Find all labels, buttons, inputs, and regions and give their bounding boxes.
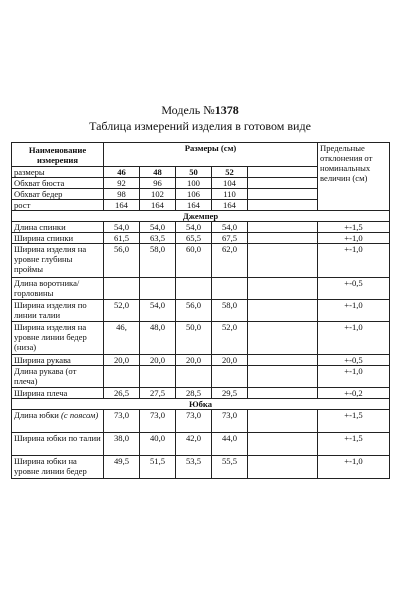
tolerance-value: +-1,5	[318, 222, 390, 233]
measurement-label	[12, 388, 104, 399]
measurement-value: 52,0	[104, 300, 140, 322]
measurement-label	[12, 433, 104, 456]
measurement-value: 54,0	[176, 222, 212, 233]
measurement-value: 63,5	[140, 233, 176, 244]
measurement-label-text: Ширина юбки по талии	[14, 433, 101, 443]
measurement-value: 28,5	[176, 388, 212, 399]
measurements-table	[11, 142, 390, 479]
measurement-value: 60,0	[176, 244, 212, 278]
measurement-label	[12, 222, 104, 233]
header-deviation-cell: Предельные отклонения от номинальных величин (см)	[318, 143, 390, 211]
section-title: Джемпер	[12, 211, 390, 222]
size-46: 46	[104, 167, 140, 178]
measurement-empty	[248, 388, 318, 399]
section-header-row	[12, 399, 390, 410]
base-row-value: 164	[212, 200, 248, 211]
measurement-value: 50,0	[176, 322, 212, 355]
size-row-empty	[248, 167, 318, 178]
measurement-value: 65,5	[176, 233, 212, 244]
measurement-value: 73,0	[176, 410, 212, 433]
measurement-label-text: Ширина юбки на уровне линии бедер	[14, 456, 87, 476]
measurement-label-text: Ширина изделия по линии талии	[14, 300, 87, 320]
measurement-value: 46,	[104, 322, 140, 355]
measurement-value: 29,5	[212, 388, 248, 399]
measurement-row	[12, 244, 390, 278]
base-row-label: рост	[12, 200, 104, 211]
measurement-label	[12, 410, 104, 433]
measurement-value: 20,0	[104, 355, 140, 366]
tolerance-value: +-1,0	[318, 244, 390, 278]
measurement-value: 61,5	[104, 233, 140, 244]
measurement-label	[12, 456, 104, 479]
base-row-value: 164	[176, 200, 212, 211]
measurement-value: 58,0	[212, 300, 248, 322]
measurement-row	[12, 456, 390, 479]
measurement-label	[12, 278, 104, 300]
measurement-label-text: Длина спинки	[14, 222, 66, 232]
measurement-value: 73,0	[140, 410, 176, 433]
measurement-value: 73,0	[104, 410, 140, 433]
section-header-row	[12, 211, 390, 222]
measurement-value: 54,0	[140, 222, 176, 233]
measurement-row	[12, 355, 390, 366]
measurement-label-text: Ширина рукава	[14, 355, 71, 365]
base-row-value: 102	[140, 189, 176, 200]
measurement-value	[176, 278, 212, 300]
size-52: 52	[212, 167, 248, 178]
size-48: 48	[140, 167, 176, 178]
measurement-value: 54,0	[140, 300, 176, 322]
base-row-value: 164	[104, 200, 140, 211]
measurement-value: 54,0	[104, 222, 140, 233]
measurement-empty	[248, 456, 318, 479]
measurement-value	[104, 278, 140, 300]
base-row-value: 96	[140, 178, 176, 189]
measurement-label-text: Длина юбки	[14, 410, 59, 420]
measurement-label-text: Длина рукава (от плеча)	[14, 366, 77, 386]
measurement-label	[12, 355, 104, 366]
measurement-row	[12, 278, 390, 300]
measurement-value: 40,0	[140, 433, 176, 456]
base-row-label: Обхват бедер	[12, 189, 104, 200]
measurement-empty	[248, 222, 318, 233]
measurement-value: 62,0	[212, 244, 248, 278]
measurement-value: 42,0	[176, 433, 212, 456]
measurement-value: 48,0	[140, 322, 176, 355]
measurement-value: 54,0	[212, 222, 248, 233]
tolerance-value: +-1,5	[318, 410, 390, 433]
measurement-value	[104, 366, 140, 388]
measurement-label-text: Длина воротника/горловины	[14, 278, 80, 298]
measurement-value: 67,5	[212, 233, 248, 244]
base-row-label: Обхват бюста	[12, 178, 104, 189]
measurement-value: 26,5	[104, 388, 140, 399]
measurement-empty	[248, 366, 318, 388]
measurement-value	[140, 278, 176, 300]
table-subtitle: Таблица измерений изделия в готовом виде	[89, 119, 311, 133]
model-number: 1378	[214, 103, 239, 117]
size-50: 50	[176, 167, 212, 178]
base-row-empty	[248, 200, 318, 211]
tolerance-value: +-1,0	[318, 456, 390, 479]
measurement-value: 44,0	[212, 433, 248, 456]
measurement-row	[12, 366, 390, 388]
measurement-empty	[248, 433, 318, 456]
measurement-value: 20,0	[140, 355, 176, 366]
measurement-value: 20,0	[212, 355, 248, 366]
base-row-empty	[248, 189, 318, 200]
measurement-value	[212, 366, 248, 388]
measurement-empty	[248, 355, 318, 366]
measurement-value: 51,5	[140, 456, 176, 479]
tolerance-value: +-1,5	[318, 433, 390, 456]
measurement-row	[12, 388, 390, 399]
header-sizes-cell: Размеры (см)	[104, 143, 318, 167]
measurement-value: 27,5	[140, 388, 176, 399]
model-title	[0, 103, 400, 118]
tolerance-value: +-1,0	[318, 300, 390, 322]
measurement-empty	[248, 278, 318, 300]
model-prefix: Модель №	[161, 103, 215, 117]
tolerance-value: +-0,5	[318, 355, 390, 366]
measurement-value: 56,0	[176, 300, 212, 322]
measurement-value: 55,5	[212, 456, 248, 479]
measurement-value	[176, 366, 212, 388]
measurement-empty	[248, 300, 318, 322]
measurement-empty	[248, 233, 318, 244]
measurement-row	[12, 410, 390, 433]
measurement-label	[12, 300, 104, 322]
measurement-label-note: (с поясом)	[61, 410, 99, 420]
measurement-empty	[248, 410, 318, 433]
tolerance-value: +-0,2	[318, 388, 390, 399]
size-row-label: размеры	[12, 167, 104, 178]
base-row-value: 104	[212, 178, 248, 189]
header-name-cell: Наименование измерения	[12, 143, 104, 167]
measurement-value: 20,0	[176, 355, 212, 366]
tolerance-value: +-1,0	[318, 233, 390, 244]
measurement-label-text: Ширина спинки	[14, 233, 74, 243]
measurement-value: 52,0	[212, 322, 248, 355]
base-row-value: 100	[176, 178, 212, 189]
measurement-label	[12, 233, 104, 244]
measurement-label-text: Ширина изделия на уровне линии бедер (низа)	[14, 322, 87, 352]
measurement-value: 38,0	[104, 433, 140, 456]
measurement-value: 53,5	[176, 456, 212, 479]
measurement-row	[12, 322, 390, 355]
measurement-value: 58,0	[140, 244, 176, 278]
base-row-value: 92	[104, 178, 140, 189]
measurement-row	[12, 233, 390, 244]
section-title: Юбка	[12, 399, 390, 410]
measurement-row	[12, 433, 390, 456]
header-row	[12, 143, 390, 167]
measurement-label-text: Ширина плеча	[14, 388, 68, 398]
measurement-value	[212, 278, 248, 300]
measurement-empty	[248, 244, 318, 278]
base-row-empty	[248, 178, 318, 189]
tolerance-value: +-0,5	[318, 278, 390, 300]
tolerance-value: +-1,0	[318, 366, 390, 388]
measurement-row	[12, 222, 390, 233]
measurement-label	[12, 322, 104, 355]
measurement-empty	[248, 322, 318, 355]
measurement-value: 49,5	[104, 456, 140, 479]
base-row-value: 110	[212, 189, 248, 200]
tolerance-value: +-1,0	[318, 322, 390, 355]
measurements-table-body	[12, 143, 390, 479]
base-row-value: 106	[176, 189, 212, 200]
measurement-value	[140, 366, 176, 388]
measurement-label-text: Ширина изделия на уровне глубины проймы	[14, 244, 87, 274]
measurement-value: 73,0	[212, 410, 248, 433]
measurement-label	[12, 366, 104, 388]
measurement-value: 56,0	[104, 244, 140, 278]
measurement-row	[12, 300, 390, 322]
measurement-label	[12, 244, 104, 278]
base-row-value: 98	[104, 189, 140, 200]
base-row-value: 164	[140, 200, 176, 211]
